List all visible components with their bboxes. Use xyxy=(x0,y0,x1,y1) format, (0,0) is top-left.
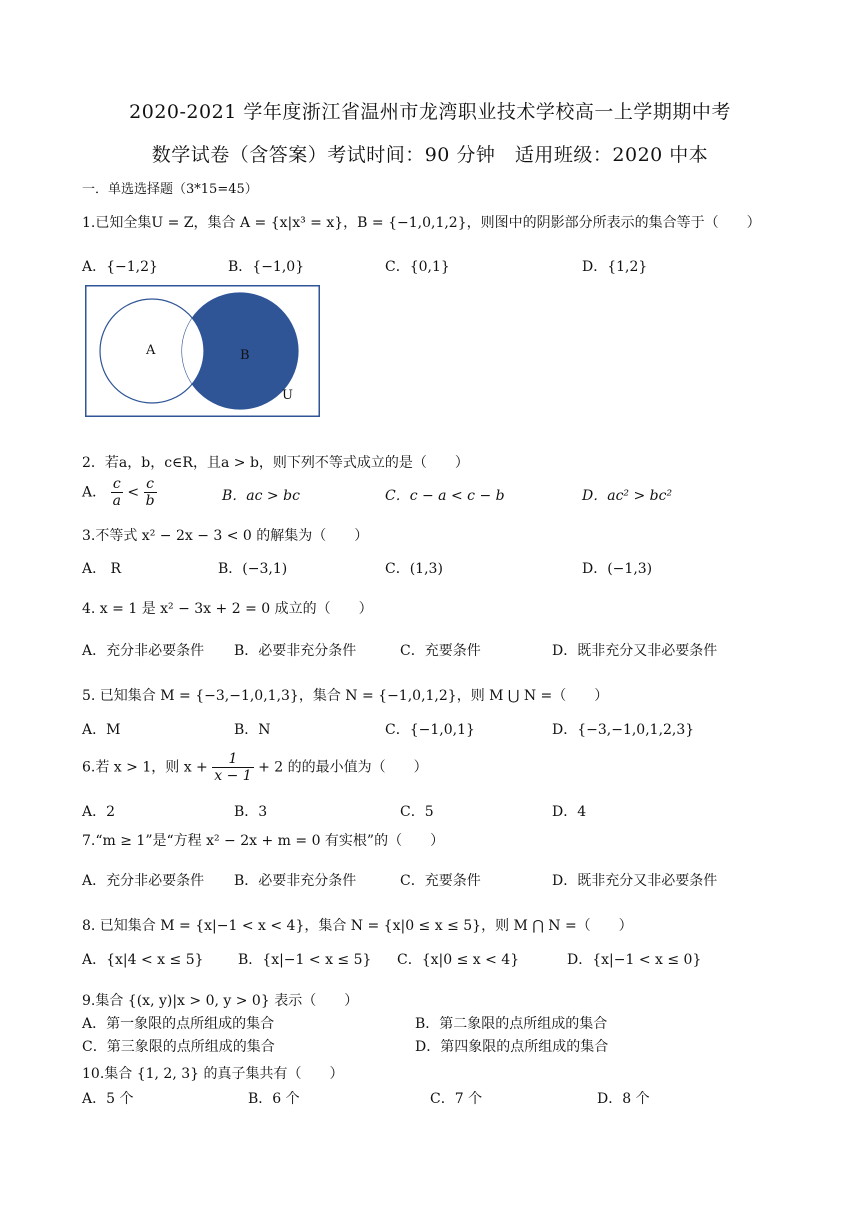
question-7-option-a: A．充分非必要条件 xyxy=(82,873,205,889)
question-3-option-a: A． R xyxy=(82,561,122,577)
venn-diagram xyxy=(85,285,320,417)
question-2-option-b: B．ac > bc xyxy=(222,488,300,504)
fraction-1-over-x-minus-1: $\frac{1}{x - 1}$ xyxy=(214,751,252,784)
question-6-option-b: B．3 xyxy=(234,804,268,820)
question-1-option-a: A．{−1,2} xyxy=(82,259,158,275)
question-4-option-c: C．充要条件 xyxy=(400,643,481,659)
question-1-option-d: D．{1,2} xyxy=(582,259,648,275)
question-4-option-d: D．既非充分又非必要条件 xyxy=(552,643,718,659)
question-6-option-c: C．5 xyxy=(400,804,434,820)
fraction-c-over-b: $\frac{c}{b}$ xyxy=(145,476,155,509)
question-2-option-d: D．ac² > bc² xyxy=(582,488,673,504)
question-6-stem xyxy=(82,751,428,784)
question-9-stem: 9.集合 {(x, y)|x > 0, y > 0} 表示（ ） xyxy=(82,993,359,1009)
question-2-stem: 2．若a，b，c∈R，且a > b，则下列不等式成立的是（ ） xyxy=(82,455,469,471)
question-10-stem: 10.集合 {1, 2, 3} 的真子集共有（ ） xyxy=(82,1066,344,1082)
question-7-option-c: C．充要条件 xyxy=(400,873,481,889)
question-9-option-b: B．第二象限的点所组成的集合 xyxy=(415,1016,608,1032)
universe-label: U xyxy=(282,388,293,403)
question-4-option-a: A．充分非必要条件 xyxy=(82,643,205,659)
question-7-option-b: B．必要非充分条件 xyxy=(234,873,357,889)
set-a-label: A xyxy=(146,343,156,358)
question-5-stem: 5. 已知集合 M = {−3,−1,0,1,3}，集合 N = {−1,0,1,2}，则 M ⋃ N =（ ） xyxy=(82,688,609,704)
stem-prefix: 6.若 x > 1，则 x + xyxy=(82,759,208,776)
question-5-option-b: B．N xyxy=(234,722,271,738)
question-4-stem: 4. x = 1 是 x² − 3x + 2 = 0 成立的（ ） xyxy=(82,601,373,617)
question-1-option-b: B．{−1,0} xyxy=(228,259,305,275)
question-8-option-a: A．{x|4 < x ≤ 5} xyxy=(82,952,204,968)
question-9-option-a: A．第一象限的点所组成的集合 xyxy=(82,1016,275,1032)
question-6-option-a: A．2 xyxy=(82,804,116,820)
question-3-stem: 3.不等式 x² − 2x − 3 < 0 的解集为（ ） xyxy=(82,528,369,544)
section-heading: 一．单选选择题（3*15=45） xyxy=(82,182,258,197)
question-8-option-d: D．{x|−1 < x ≤ 0} xyxy=(567,952,702,968)
question-5-option-a: A．M xyxy=(82,722,121,738)
question-10-option-a: A．5 个 xyxy=(82,1091,134,1107)
question-3-option-b: B．(−3,1) xyxy=(218,561,288,577)
question-3-option-c: C．(1,3) xyxy=(385,561,443,577)
question-8-option-c: C．{x|0 ≤ x < 4} xyxy=(397,952,520,968)
question-5-option-c: C．{−1,0,1} xyxy=(385,722,475,738)
less-than-sign: < xyxy=(127,484,140,501)
exam-title-line1: 2020-2021 学年度浙江省温州市龙湾职业技术学校高一上学期期中考 xyxy=(129,101,731,123)
question-6-option-d: D．4 xyxy=(552,804,587,820)
question-8-option-b: B．{x|−1 < x ≤ 5} xyxy=(238,952,372,968)
question-9-option-c: C．第三象限的点所组成的集合 xyxy=(82,1039,275,1055)
question-7-stem: 7.“m ≥ 1”是“方程 x² − 2x + m = 0 有实根”的（ ） xyxy=(82,833,445,849)
exam-title-line2: 数学试卷（含答案）考试时间：90 分钟 适用班级：2020 中本 xyxy=(151,144,709,166)
stem-suffix: + 2 的的最小值为（ ） xyxy=(258,759,428,776)
option-label: A． xyxy=(82,484,107,501)
question-8-stem: 8. 已知集合 M = {x|−1 < x < 4}，集合 N = {x|0 ≤ x ≤ 5}，则 M ⋂ N =（ ） xyxy=(82,918,633,934)
question-1-stem: 1.已知全集U = Z，集合 A = {x|x³ = x}，B = {−1,0,1,2}，则图中的阴影部分所表示的集合等于（ ） xyxy=(82,215,761,231)
question-10-option-c: C．7 个 xyxy=(430,1091,483,1107)
question-9-option-d: D．第四象限的点所组成的集合 xyxy=(415,1039,609,1055)
fraction-c-over-a: $\frac{c}{a}$ xyxy=(112,476,121,509)
set-b-label: B xyxy=(240,348,250,363)
question-10-option-d: D．8 个 xyxy=(597,1091,650,1107)
question-3-option-d: D．(−1,3) xyxy=(582,561,653,577)
question-7-option-d: D．既非充分又非必要条件 xyxy=(552,873,718,889)
question-1-option-c: C．{0,1} xyxy=(385,259,450,275)
question-10-option-b: B．6 个 xyxy=(248,1091,300,1107)
question-2-option-c: C．c − a < c − b xyxy=(385,488,505,504)
question-5-option-d: D．{−3,−1,0,1,2,3} xyxy=(552,722,695,738)
question-4-option-b: B．必要非充分条件 xyxy=(234,643,357,659)
question-2-option-a xyxy=(82,476,157,509)
